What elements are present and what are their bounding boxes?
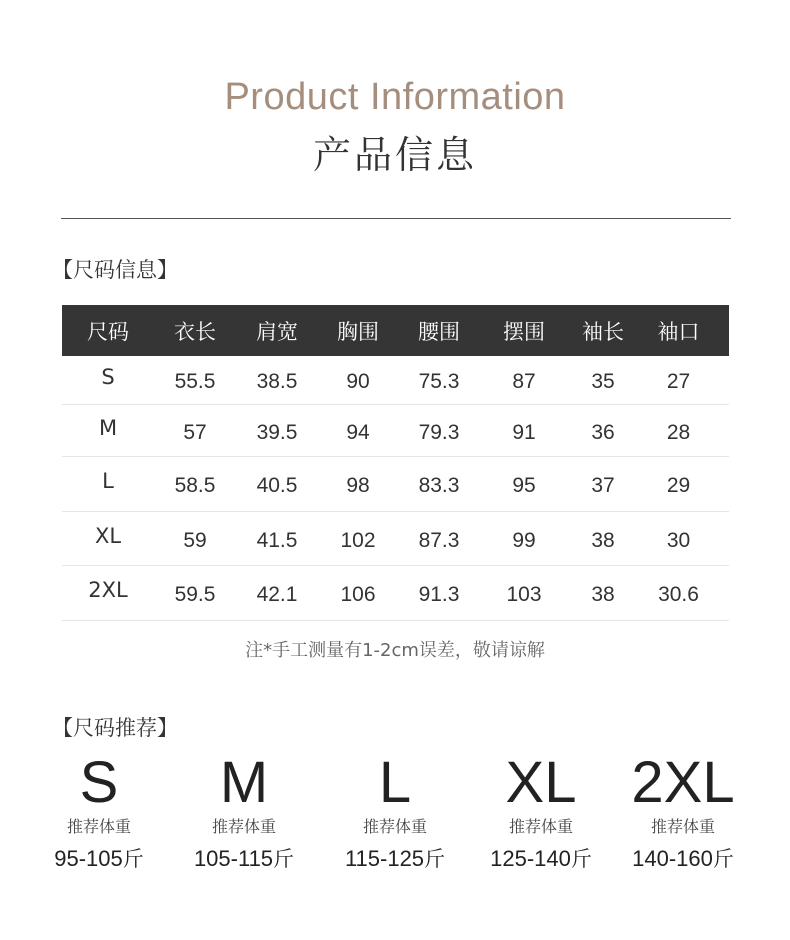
measurement-note: 注*手工测量有1-2cm误差，敬请谅解 xyxy=(245,640,545,661)
cell-cuff: 28 xyxy=(666,420,691,444)
cell-hem: 99 xyxy=(512,528,536,552)
cell-hem: 87 xyxy=(512,370,536,393)
recommend-caption: 推荐体重 xyxy=(650,817,715,836)
cell-shoulder: 40.5 xyxy=(256,474,298,497)
recommend-weight-unit: 斤 xyxy=(712,847,734,871)
cell-waist: 83.3 xyxy=(418,474,460,497)
table-row xyxy=(62,457,729,512)
cell-length: 57 xyxy=(183,420,207,444)
recommend-weight xyxy=(164,846,324,872)
size-info-label: 【尺码信息】 xyxy=(52,258,178,282)
size-table-header xyxy=(62,305,729,356)
recommend-size: L xyxy=(378,750,412,815)
recommend-size: S xyxy=(79,750,119,815)
cell-waist: 75.3 xyxy=(418,370,460,393)
recommend-item-xl xyxy=(461,750,621,872)
recommend-caption: 推荐体重 xyxy=(66,817,131,836)
column-header-sleeve-length: 袖长 xyxy=(582,319,624,344)
recommend-size: XL xyxy=(505,750,577,815)
cell-shoulder: 41.5 xyxy=(256,528,298,552)
recommend-item-2xl xyxy=(603,750,763,872)
cell-hem: 91 xyxy=(512,420,536,444)
cell-size: M xyxy=(98,415,118,440)
recommend-weight-range: 105-115 xyxy=(193,846,274,871)
page-title-cn: 产品信息 xyxy=(312,133,477,177)
table-row xyxy=(62,512,729,566)
recommend-size: 2XL xyxy=(631,750,735,815)
cell-cuff: 29 xyxy=(666,474,691,497)
cell-chest: 94 xyxy=(346,420,370,444)
column-header-hem: 摆围 xyxy=(503,319,545,344)
cell-sleeve-length: 38 xyxy=(591,583,615,606)
cell-shoulder: 42.1 xyxy=(256,583,298,606)
recommend-weight-unit: 斤 xyxy=(122,847,144,871)
cell-length: 59 xyxy=(183,528,207,552)
cell-sleeve-length: 35 xyxy=(591,370,615,393)
cell-chest: 90 xyxy=(346,370,370,393)
recommend-weight-unit: 斤 xyxy=(273,847,295,871)
recommend-weight xyxy=(19,846,179,872)
recommend-weight xyxy=(603,846,763,872)
cell-size: S xyxy=(101,365,115,389)
recommend-weight-range: 140-160 xyxy=(632,846,713,871)
recommend-item-l xyxy=(315,750,475,872)
cell-sleeve-length: 37 xyxy=(591,474,615,497)
recommend-caption: 推荐体重 xyxy=(211,817,276,836)
column-header-length: 衣长 xyxy=(174,319,216,344)
size-table xyxy=(62,305,729,621)
column-header-chest: 胸围 xyxy=(337,319,379,344)
cell-hem: 103 xyxy=(506,583,542,606)
cell-shoulder: 38.5 xyxy=(256,370,298,393)
recommend-weight xyxy=(461,846,621,872)
cell-size: L xyxy=(102,469,114,493)
recommend-size: M xyxy=(219,750,269,815)
recommend-weight-unit: 斤 xyxy=(570,847,592,871)
column-header-waist: 腰围 xyxy=(418,319,460,344)
recommend-weight-range: 115-125 xyxy=(344,846,425,871)
cell-waist: 79.3 xyxy=(418,420,460,444)
cell-length: 55.5 xyxy=(174,370,216,393)
recommend-caption: 推荐体重 xyxy=(362,817,427,836)
cell-size: 2XL xyxy=(88,578,128,602)
size-recommend-label: 【尺码推荐】 xyxy=(52,716,178,740)
cell-chest: 106 xyxy=(340,583,376,606)
cell-length: 58.5 xyxy=(174,474,216,497)
table-row xyxy=(62,405,729,457)
cell-waist: 91.3 xyxy=(418,583,460,606)
cell-sleeve-length: 38 xyxy=(591,528,615,552)
column-header-size: 尺码 xyxy=(87,319,129,344)
column-header-shoulder: 肩宽 xyxy=(256,319,298,344)
cell-shoulder: 39.5 xyxy=(256,420,298,444)
cell-chest: 102 xyxy=(340,528,376,552)
cell-sleeve-length: 36 xyxy=(591,420,615,444)
recommend-item-m xyxy=(164,750,324,872)
table-row xyxy=(62,356,729,405)
cell-chest: 98 xyxy=(346,474,370,497)
recommend-item-s xyxy=(19,750,179,872)
recommend-weight-range: 125-140 xyxy=(490,846,571,871)
recommend-weight xyxy=(315,846,475,872)
cell-length: 59.5 xyxy=(174,583,216,606)
cell-cuff: 30.6 xyxy=(658,583,699,606)
cell-size: XL xyxy=(94,523,122,548)
cell-hem: 95 xyxy=(512,474,536,497)
column-header-cuff: 袖口 xyxy=(657,319,700,344)
recommend-caption: 推荐体重 xyxy=(508,817,573,836)
page-title-en: Product Information xyxy=(224,76,566,118)
cell-waist: 87.3 xyxy=(418,528,460,552)
recommend-weight-range: 95-105 xyxy=(54,846,123,871)
cell-cuff: 30 xyxy=(666,528,691,552)
recommend-weight-unit: 斤 xyxy=(424,847,446,871)
cell-cuff: 27 xyxy=(666,370,691,393)
header-divider xyxy=(61,218,731,219)
table-row xyxy=(62,566,729,621)
